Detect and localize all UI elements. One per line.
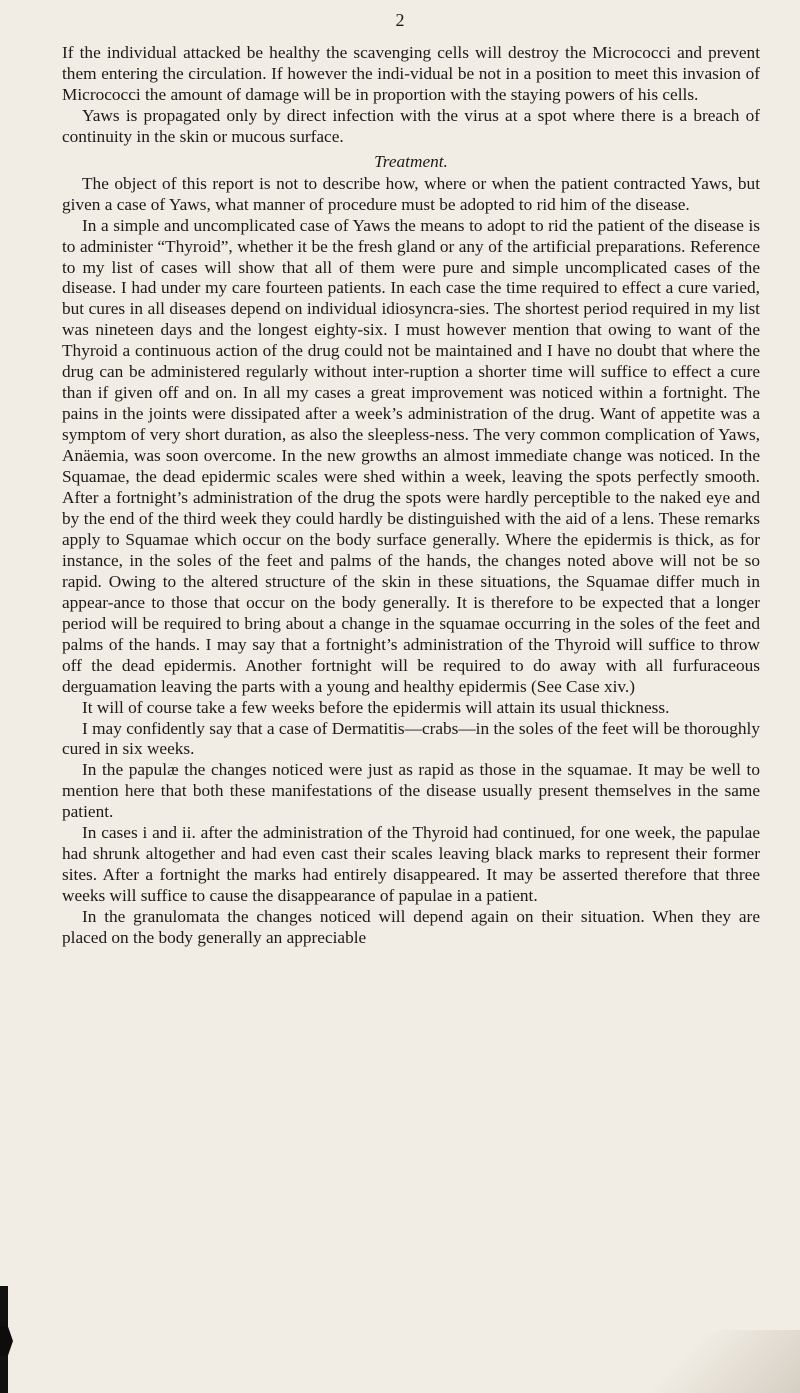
section-heading: Treatment. (374, 151, 448, 171)
paragraph: In cases i and ii. after the administration of the Thyroid had continued, for one week, the papulae had shrunk altogether and had even cast their scales leaving black marks to represent their former sites. After a fortnight the marks had entirely disappeared. It may be asserted therefore that three weeks will suffice to cause the disappearance of papulae in a patient. (62, 823, 760, 906)
paragraph: In the granulomata the changes noticed will depend again on their situation. When they are placed on the body generally an appreciable (62, 907, 760, 948)
paragraph: I may confidently say that a case of Dermatitis—crabs—in the soles of the feet will be thoroughly cured in six weeks. (62, 718, 760, 759)
page-corner-shadow (640, 1330, 800, 1393)
paragraph: It will of course take a few weeks before the epidermis will attain its usual thickness. (82, 697, 670, 717)
paragraph: In the papulæ the changes noticed were just as rapid as those in the squamae. It may be well to mention here that both these manifestations of the disease usually present themselves in the same patient. (62, 760, 760, 822)
paragraph: Yaws is propagated only by direct infection with the virus at a spot where there is a breach of continuity in the skin or mucous surface. (62, 105, 760, 146)
paragraph: In a simple and uncomplicated case of Yaws the means to adopt to rid the patient of the disease is to administer “Thyroid”, whether it be the fresh gland or any of the artificial preparations. Reference to my list of cases will show that all of them were pure and simple uncomplicated cases of the disease. I had under my care fourteen patients. In each case the time required to effect a cure varied, but cures in all diseases depend on individual idiosyncra-sies. The shortest period required in my list was nineteen days and the longest eighty-six. I must however mention that owing to want of the Thyroid a continuous action of the drug could not be maintained and I have no doubt that where the drug can be administered regularly without inter-ruption a shorter time will suffice to effect a cure than if given off and on. In all my cases a great improvement was noticed within a fortnight. The pains in the joints were dissipated after a week’s administration of the drug. Want of appetite was a symptom of very short duration, as also the sleepless-ness. The very common complication of Yaws, Anäemia, was soon overcome. In the new growths an almost immediate change was noticed. In the Squamae, the dead epidermic scales were shed within a week, leaving the spots perfectly smooth. After a fortnight’s administration of the drug the spots were hardly perceptible to the naked eye and by the end of the third week they could hardly be distinguished with the aid of a lens. These remarks apply to Squamae which occur on the body surface generally. Where the epidermis is thick, as for instance, in the soles of the feet and palms of the hands, the changes noted above will not be so rapid. Owing to the altered structure of the skin in these situations, the Squamae differ much in appear-ance to those that occur on the body generally. It is therefore to be expected that a longer period will be required to bring about a change in the squamae occurring in the soles of the feet and palms of the hands. I may say that a fortnight’s administration of the Thyroid will suffice to throw off the dead epidermis. Another fortnight will be required to do away with all furfuraceous derguamation leaving the parts with a young and healthy epidermis (See Case xiv.) (62, 215, 760, 696)
page-number: 2 (395, 10, 405, 30)
paragraph: The object of this report is not to describe how, where or when the patient contracted Yaws, but given a case of Yaws, what manner of procedure must be adopted to rid him of the disease. (62, 173, 760, 214)
paragraph: If the individual attacked be healthy the scavenging cells will destroy the Micrococci and prevent them entering the circulation. If however the indi-vidual be not in a position to meet this invasion of Micrococci the amount of damage will be in proportion with the staying powers of his cells. (62, 43, 760, 104)
scan-edge-marker (0, 1326, 13, 1356)
body-text (62, 43, 760, 949)
